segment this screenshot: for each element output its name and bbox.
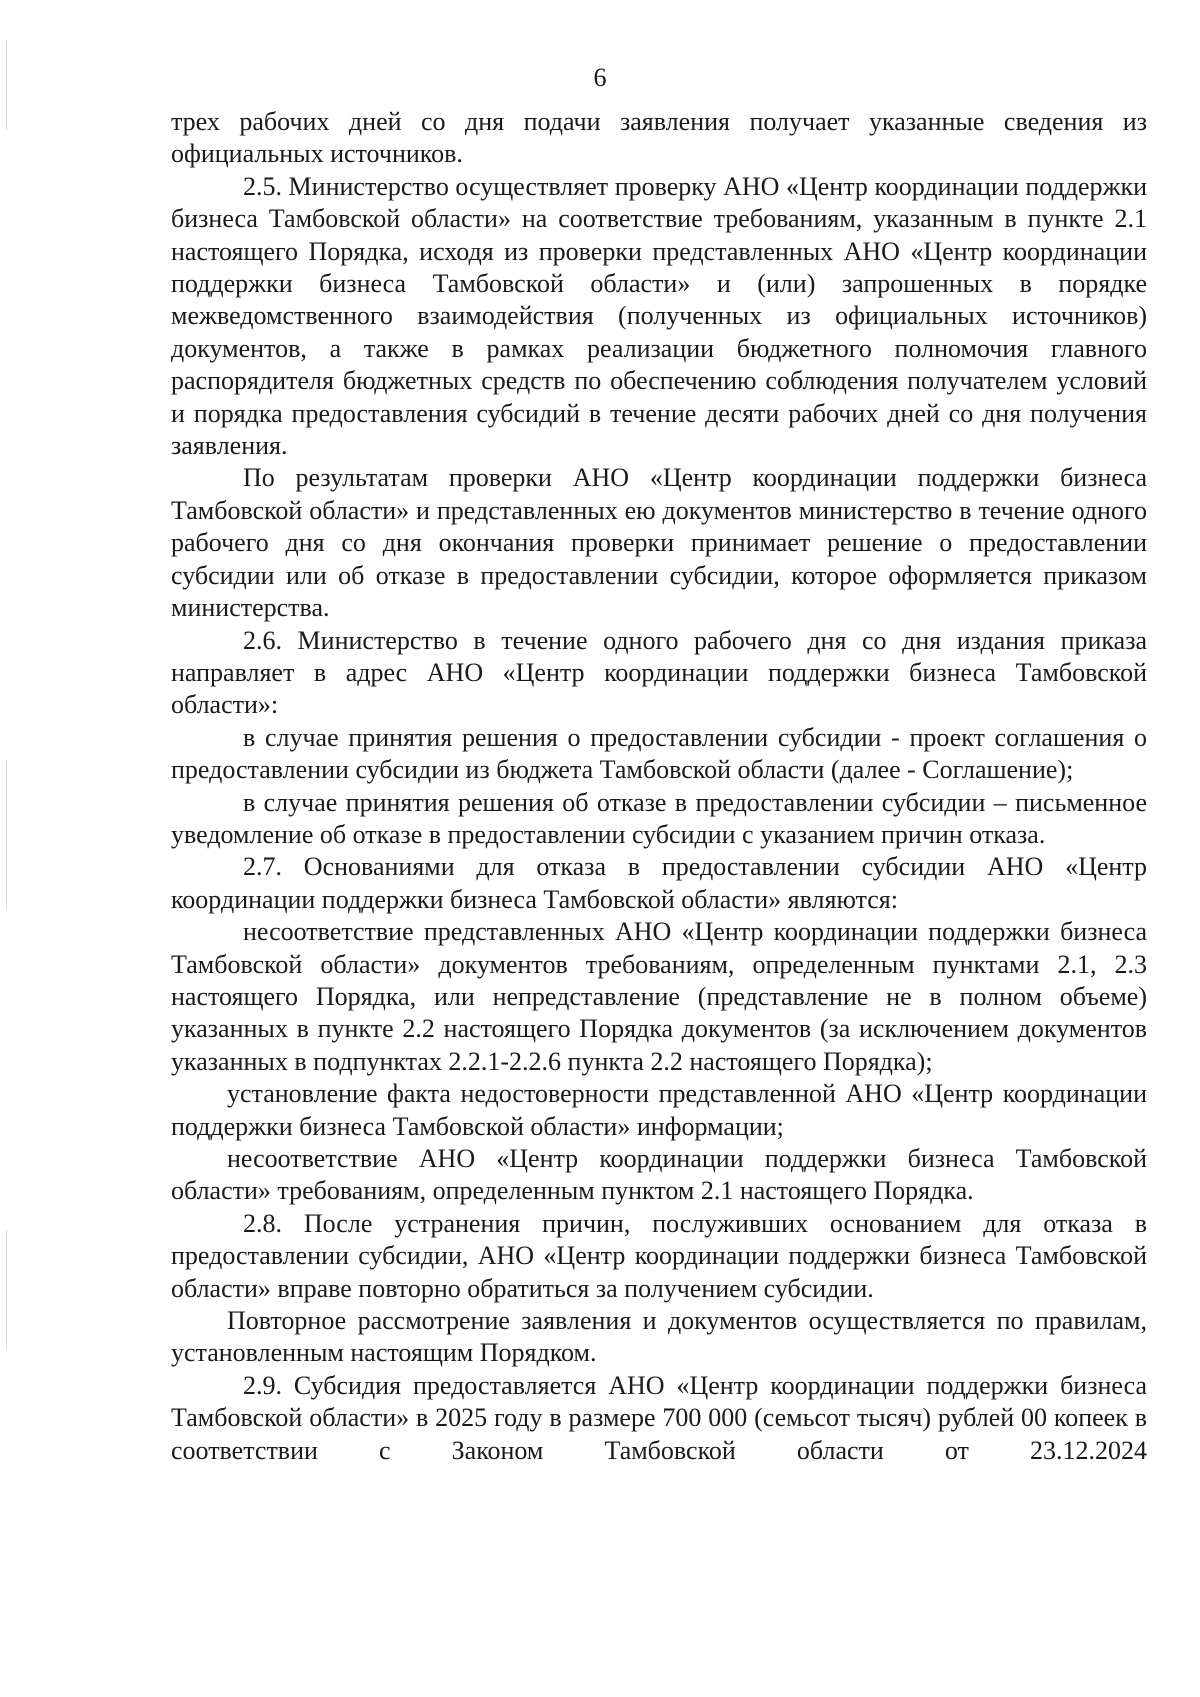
paragraph-p11: 2.8. После устранения причин, послуживших основанием для отказа в предоставлении субсидии, АНО «Центр координации поддержки бизнеса Тамбовской области» вправе повторно обратиться за получением субсидии. — [171, 1208, 1147, 1303]
paragraph-p9: установление факта недостоверности представленной АНО «Центр координации поддержки бизнеса Тамбовской области» информации; — [171, 1079, 1147, 1141]
paragraph-p8: несоответствие представленных АНО «Центр координации поддержки бизнеса Тамбовской области» документов требованиям, определенным пунктами 2.1, 2.3 настоящего Порядка, или непредставление (представление не в полном объеме) указанных в пункте 2.2 настоящего Порядка документов (за исключением документов указанных в подпунктах 2.2.1-2.2.6 пункта 2.2 настоящего Порядка); — [171, 917, 1147, 1076]
paragraph-p5: в случае принятия решения о предоставлении субсидии - проект соглашения о предоставлении субсидии из бюджета Тамбовской области (далее - Соглашение); — [171, 722, 1147, 785]
document-body — [171, 106, 1147, 1467]
paragraph-p6: в случае принятия решения об отказе в предоставлении субсидии – письменное уведомление об отказе в предоставлении субсидии с указанием причин отказа. — [171, 787, 1147, 849]
page-number: 6 — [593, 63, 607, 92]
paragraph-p12: Повторное рассмотрение заявления и документов осуществляется по правилам, установленным настоящим Порядком. — [171, 1306, 1147, 1368]
paragraph-p1: трех рабочих дней со дня подачи заявления получает указанные сведения из официальных источников. — [171, 107, 1147, 169]
paragraph-p7: 2.7. Основаниями для отказа в предоставлении субсидии АНО «Центр координации поддержки бизнеса Тамбовской области» являются: — [171, 852, 1147, 914]
scan-edge-mark — [6, 760, 7, 910]
paragraph-p4: 2.6. Министерство в течение одного рабочего дня со дня издания приказа направляет в адрес АНО «Центр координации поддержки бизнеса Тамбовской области»: — [171, 625, 1147, 720]
paragraph-p10: несоответствие АНО «Центр координации поддержки бизнеса Тамбовской области» требованиям, определенным пунктом 2.1 настоящего Порядка. — [171, 1144, 1147, 1206]
paragraph-p13: 2.9. Субсидия предоставляется АНО «Центр координации поддержки бизнеса Тамбовской области» в 2025 году в размере 700 000 (семьсот тысяч) рублей 00 копеек в соответствии с Законом Тамбовской области от 23.12.2024 — [171, 1370, 1147, 1465]
paragraph-p3: По результатам проверки АНО «Центр координации поддержки бизнеса Тамбовской области» и представленных ею документов министерство в течение одного рабочего дня со дня окончания проверки принимает решение о предоставлении субсидии или об отказе в предоставлении субсидии, которое оформляется приказом министерства. — [171, 463, 1147, 623]
paragraph-p2: 2.5. Министерство осуществляет проверку АНО «Центр координации поддержки бизнеса Тамбовской области» на соответствие требованиям, указанным в пункте 2.1 настоящего Порядка, исходя из проверки представленных АНО «Центр координации поддержки бизнеса Тамбовской области» и (или) запрошенных в порядке межведомственного взаимодействия (полученных из официальных источников) документов, а также в рамках реализации бюджетного полномочия главного распорядителя бюджетных средств по обеспечению соблюдения получателем условий и порядка предоставления субсидий в течение десяти рабочих дней со дня получения заявления. — [171, 171, 1147, 461]
scan-edge-mark — [6, 1230, 7, 1350]
